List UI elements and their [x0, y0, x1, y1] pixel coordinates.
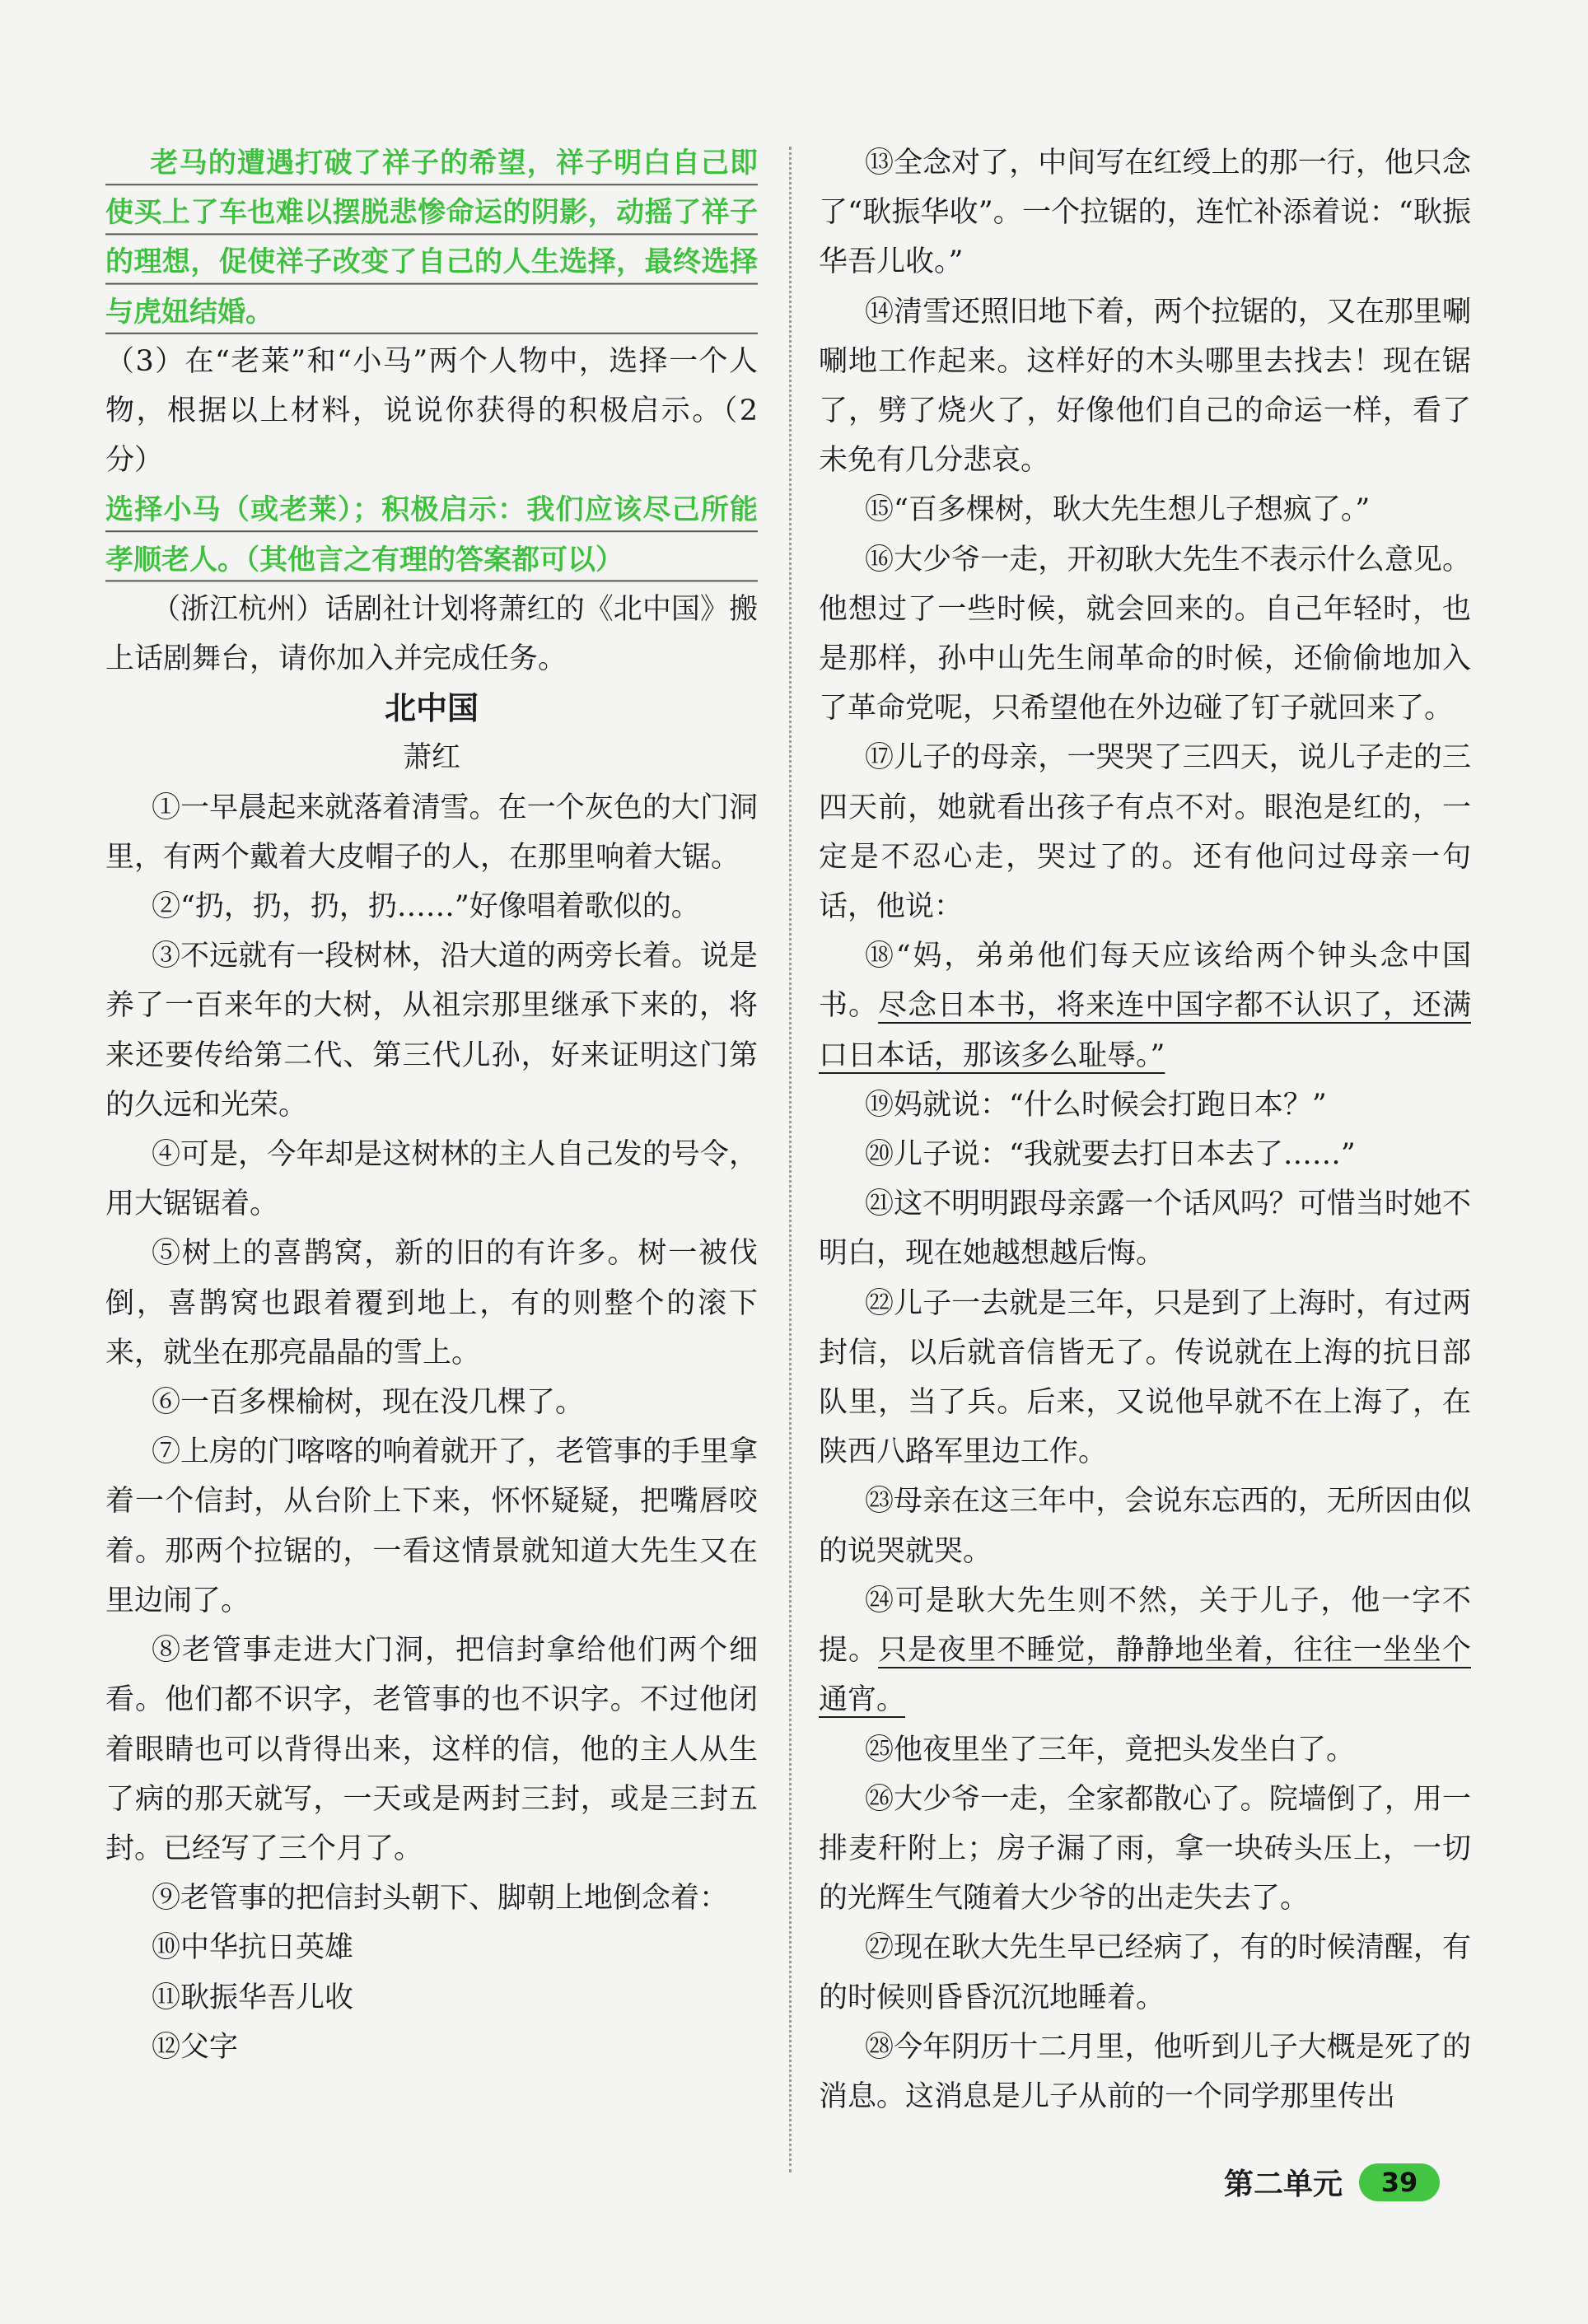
- paragraph-19: ⑲妈就说：“什么时候会打跑日本？”: [865, 1088, 1327, 1122]
- article-title: 北中国: [384, 690, 479, 727]
- page-footer: [1224, 2161, 1440, 2203]
- paragraph-27: ㉗现在耿大先生早已经病了，有的时候清醒，有的时候则昏昏沉沉地睡着。: [819, 1931, 1471, 2014]
- article-author: 萧红: [402, 741, 460, 775]
- answer-q2: 老马的遭遇打破了祥子的希望，祥子明白自己即使买上了车也难以摆脱悲惨命运的阴影，动摇了祥子的理想，促使祥子改变了自己的人生选择，最终选择与虎妞结婚。: [105, 138, 758, 337]
- underlined-sentence-18: 尽念日本书，将来连中国字都不认识了，还满口日本话，那该多么耻辱。”: [819, 989, 1471, 1072]
- right-column: [819, 138, 1471, 2121]
- paragraph-18-start: ⑱“妈，弟弟他们每天应该给两个钟头念中国书。: [819, 940, 1471, 1023]
- paragraph-18: [819, 931, 1471, 1080]
- left-column: [105, 138, 758, 2072]
- paragraph-22: ㉒儿子一去就是三年，只是到了上海时，有过两封信，以后就音信皆无了。传说就在上海的抗日部队里，当了兵。后来，又说他早就不在上海了，在陕西八路军里边工作。: [819, 1286, 1471, 1469]
- column-divider: [789, 147, 792, 2172]
- paragraph-9: ⑨老管事的把信封头朝下、脚朝上地倒念着：: [152, 1882, 729, 1916]
- paragraph-4: ④可是，今年却是这树林的主人自己发的号令，用大锯锯着。: [105, 1138, 758, 1221]
- paragraph-23: ㉓母亲在这三年中，会说东忘西的，无所因由似的说哭就哭。: [819, 1485, 1471, 1568]
- paragraph-28: ㉘今年阴历十二月里，他听到儿子大概是死了的消息。这消息是儿子从前的一个同学那里传出: [819, 2030, 1471, 2113]
- reading-intro: （浙江杭州）话剧社计划将萧红的《北中国》搬上话剧舞台，请你加入并完成任务。: [105, 592, 758, 676]
- paragraph-6: ⑥一百多棵榆树，现在没几棵了。: [152, 1386, 585, 1420]
- paragraph-24: [819, 1576, 1471, 1725]
- paragraph-13: ⑬全念对了，中间写在红绶上的那一行，他只念了“耿振华收”。一个拉锯的，连忙补添着说：“耿振华吾儿收。”: [819, 147, 1471, 279]
- paragraph-16: ⑯大少爷一走，开初耿大先生不表示什么意见。他想过了一些时候，就会回来的。自己年轻时，也是那样，孙中山先生闹革命的时候，还偷偷地加入了革命党呢，只希望他在外边碰了钉子就回来了。: [819, 543, 1471, 726]
- paragraph-25: ㉕他夜里坐了三年，竟把头发坐白了。: [865, 1733, 1356, 1766]
- unit-label: 第二单元: [1224, 2168, 1343, 2201]
- paragraph-17: ⑰儿子的母亲，一哭哭了三四天，说儿子走的三四天前，她就看出孩子有点不对。眼泡是红的，一定是不忍心走，哭过了的。还有他问过母亲一句话，他说：: [819, 741, 1471, 924]
- paragraph-24-start: ㉔可是耿大先生则不然，关于儿子，他一字不提。: [819, 1584, 1471, 1668]
- paragraph-2: ②“扔，扔，扔，扔……”好像唱着歌似的。: [152, 890, 700, 924]
- answer-q3: 选择小马（或老莱）；积极启示：我们应该尽己所能孝顺老人。（其他言之有理的答案都可以）: [105, 485, 758, 584]
- paragraph-7: ⑦上房的门喀喀的响着就开了，老管事的手里拿着一个信封，从台阶上下来，怀怀疑疑，把嘴唇咬着。那两个拉锯的，一看这情景就知道大先生又在里边闹了。: [105, 1435, 758, 1617]
- paragraph-21: ㉑这不明明跟母亲露一个话风吗？可惜当时她不明白，现在她越想越后悔。: [819, 1188, 1471, 1271]
- paragraph-1: ①一早晨起来就落着清雪。在一个灰色的大门洞里，有两个戴着大皮帽子的人，在那里响着大锯。: [105, 791, 758, 874]
- paragraph-15: ⑮“百多棵树，耿大先生想儿子想疯了。”: [865, 493, 1371, 527]
- paragraph-3: ③不远就有一段树林，沿大道的两旁长着。说是养了一百来年的大树，从祖宗那里继承下来的，将来还要传给第二代、第三代儿孙，好来证明这门第的久远和光荣。: [105, 940, 758, 1122]
- paragraph-10: ⑩中华抗日英雄: [152, 1931, 354, 1965]
- paragraph-11: ⑪耿振华吾儿收: [152, 1981, 354, 2014]
- paragraph-12: ⑫父字: [152, 2030, 239, 2064]
- paragraph-8: ⑧老管事走进大门洞，把信封拿给他们两个细看。他们都不识字，老管事的也不识字。不过他闭着眼睛也可以背得出来，这样的信，他的主人从生了病的那天就写，一天或是两封三封，或是三封五封。已经写了三个月了。: [105, 1634, 758, 1865]
- paragraph-5: ⑤树上的喜鹊窝，新的旧的有许多。树一被伐倒，喜鹊窝也跟着覆到地上，有的则整个的滚下来，就坐在那亮晶晶的雪上。: [105, 1237, 758, 1370]
- question-3: （3）在“老莱”和“小马”两个人物中，选择一个人物，根据以上材料，说说你获得的积极启示。（2分）: [105, 344, 758, 478]
- paragraph-26: ㉖大少爷一走，全家都散心了。院墙倒了，用一排麦秆附上；房子漏了雨，拿一块砖头压上，一切的光辉生气随着大少爷的出走失去了。: [819, 1782, 1471, 1916]
- underlined-sentence-24: 只是夜里不睡觉，静静地坐着，往往一坐坐个通宵。: [819, 1634, 1471, 1717]
- paragraph-20: ⑳儿子说：“我就要去打日本去了……”: [865, 1138, 1356, 1172]
- paragraph-14: ⑭清雪还照旧地下着，两个拉锯的，又在那里唰唰地工作起来。这样好的木头哪里去找去！现在锯了，劈了烧火了，好像他们自己的命运一样，看了未免有几分悲哀。: [819, 295, 1471, 478]
- page-number-badge: 39: [1359, 2163, 1440, 2201]
